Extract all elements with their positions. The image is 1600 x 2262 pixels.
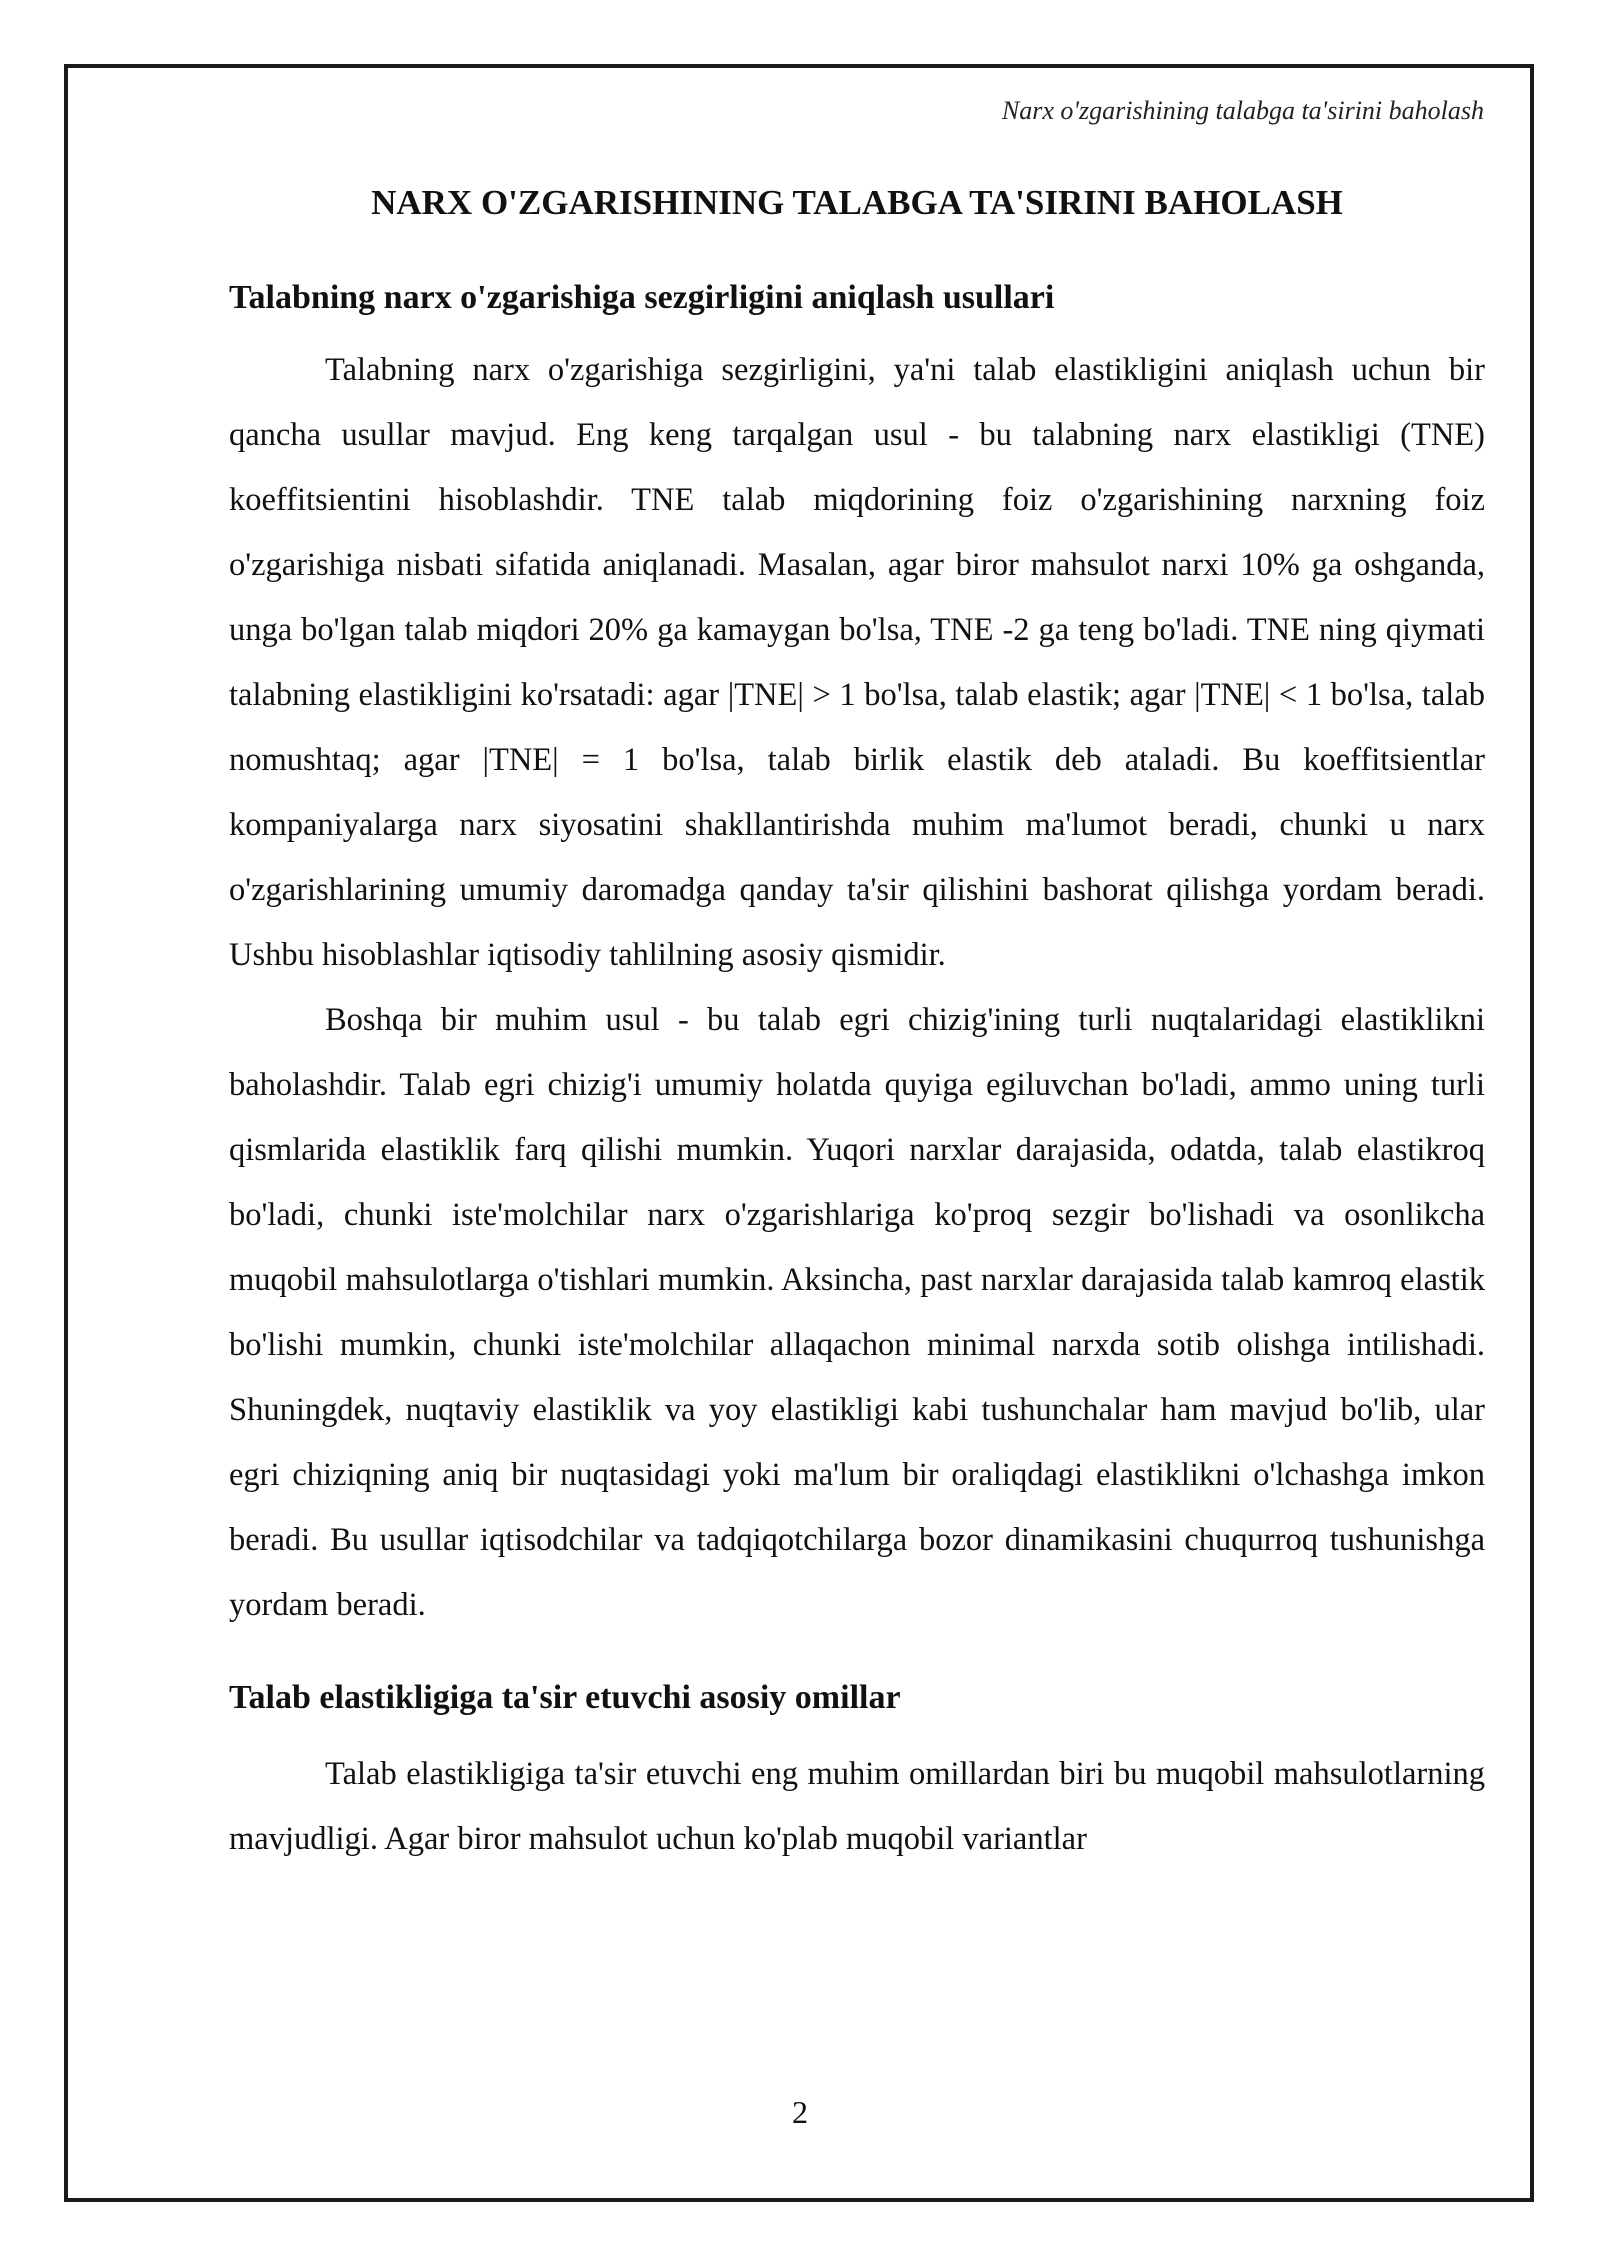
paragraph: Boshqa bir muhim usul - bu talab egri chizig'ining turli nuqtalaridagi elastiklikni baholashdir. Talab egri chizig'i umumiy holatda quyiga egiluvchan bo'ladi, ammo uning turli qismlarida elastiklik farq qilishi mumkin. Yuqori narxlar darajasida, odatda, talab elastikroq bo'ladi, chunki iste'molchilar narx o'zgarishlariga ko'proq sezgir bo'lishadi va osonlikcha muqobil mahsulotlarga o'tishlari mumkin. Aksincha, past narxlar darajasida talab kamroq elastik bo'lishi mumkin, chunki iste'molchilar allaqachon minimal narxda sotib olishga intilishadi. Shuningdek, nuqtaviy elastiklik va yoy elastikligi kabi tushunchalar ham mavjud bo'lib, ular egri chiziqning aniq bir nuqtasidagi yoki ma'lum bir oraliqdagi elastiklikni o'lchashga imkon beradi. Bu usullar iqtisodchilar va tadqiqotchilarga bozor dinamikasini chuqurroq tushunishga yordam beradi. — [229, 1001, 1485, 1623]
document-body — [229, 180, 1485, 1872]
document-title: NARX O'ZGARISHINING TALABGA TA'SIRINI BAHOLASH — [371, 183, 1343, 222]
section-heading-factors: Talab elastikligiga ta'sir etuvchi asosiy omillar — [229, 1678, 901, 1716]
page-number: 2 — [792, 2094, 808, 2130]
section-heading-methods: Talabning narx o'zgarishiga sezgirligini aniqlash usullari — [229, 278, 1055, 316]
paragraph: Talabning narx o'zgarishiga sezgirligini, ya'ni talab elastikligini aniqlash uchun bir qancha usullar mavjud. Eng keng tarqalgan usul - bu talabning narx elastikligi (TNE) koeffitsientini hisoblashdir. TNE talab miqdorining foiz o'zgarishining narxning foiz o'zgarishiga nisbati sifatida aniqlanadi. Masalan, agar biror mahsulot narxi 10% ga oshganda, unga bo'lgan talab miqdori 20% ga kamaygan bo'lsa, TNE -2 ga teng bo'ladi. TNE ning qiymati talabning elastikligini ko'rsatadi: agar |TNE| > 1 bo'lsa, talab elastik; agar |TNE| < 1 bo'lsa, talab nomushtaq; agar |TNE| = 1 bo'lsa, talab birlik elastik deb ataladi. Bu koeffitsientlar kompaniyalarga narx siyosatini shakllantirishda muhim ma'lumot beradi, chunki u narx o'zgarishlarining umumiy daromadga qanday ta'sir qilishini bashorat qilishga yordam beradi. Ushbu hisoblashlar iqtisodiy tahlilning asosiy qismidir. — [229, 351, 1485, 973]
paragraph: Talab elastikligiga ta'sir etuvchi eng muhim omillardan biri bu muqobil mahsulotlarning mavjudligi. Agar biror mahsulot uchun ko'plab muqobil variantlar — [229, 1755, 1485, 1857]
running-header: Narx o'zgarishining talabga ta'sirini baholash — [1001, 96, 1484, 125]
